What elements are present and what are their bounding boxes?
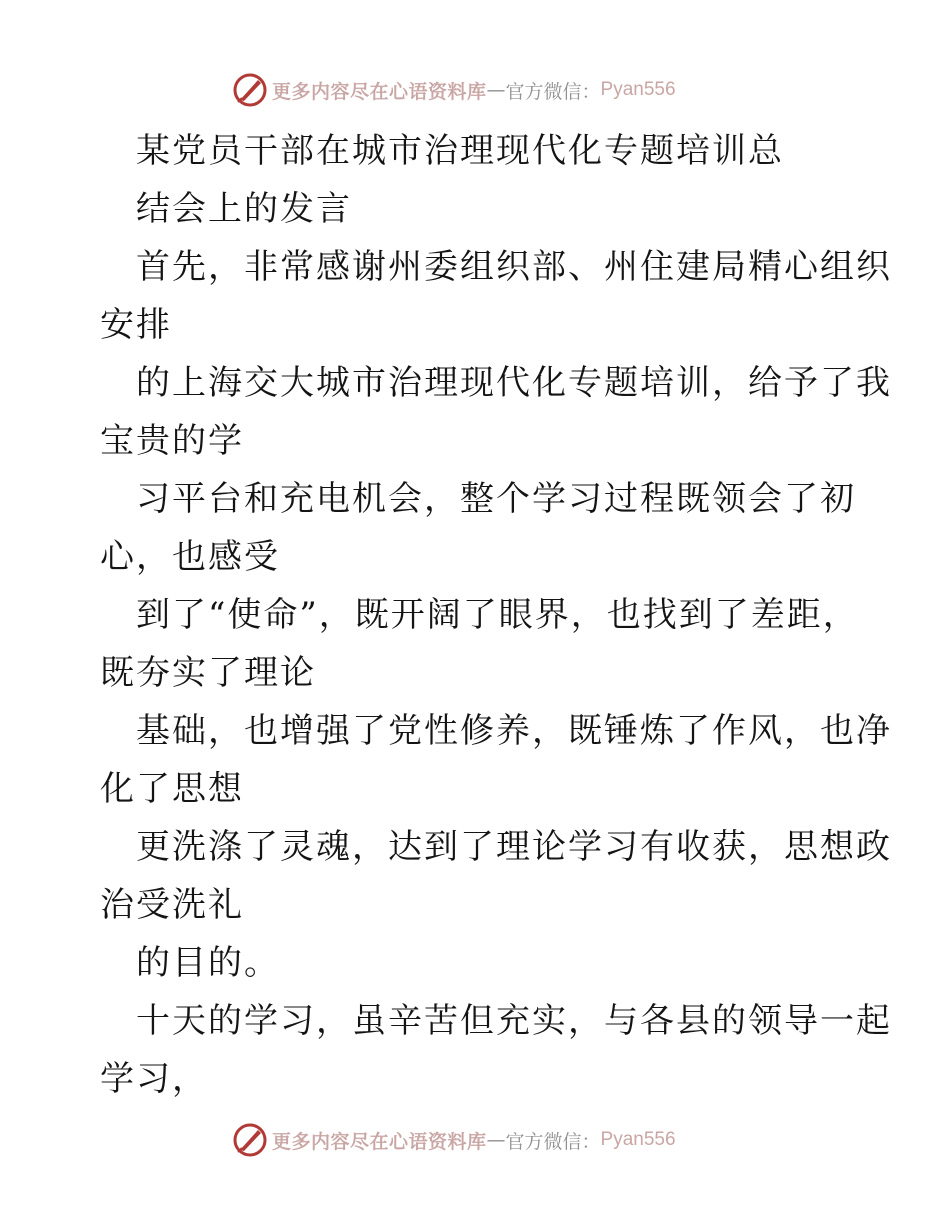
paragraph-line: 首先，非常感谢州委组织部、州住建局精心组织: [136, 247, 892, 287]
paragraph-line: 十天的学习，虽辛苦但充实，与各县的领导一起: [136, 1001, 892, 1041]
footer-wechat-id: Pyan556: [600, 1129, 676, 1150]
document-body: [100, 122, 892, 1108]
paragraph-line: 宝贵的学: [100, 421, 244, 461]
quill-logo-icon: [232, 1122, 268, 1158]
quill-logo-icon: [232, 72, 268, 108]
paragraph-line: 心，也感受: [100, 537, 280, 577]
footer-wechat-label: 官方微信：: [505, 1130, 601, 1153]
document-title-line-1: 某党员干部在城市治理现代化专题培训总: [136, 131, 784, 171]
paragraph-line: 安排: [100, 305, 172, 345]
header-wechat-label: 官方微信：: [505, 80, 601, 103]
paragraph-line: 既夯实了理论: [100, 653, 316, 693]
paragraph-line: 习平台和充电机会，整个学习过程既领会了初: [136, 479, 856, 519]
paragraph-line: 基础，也增强了党性修养，既锤炼了作风，也净: [136, 711, 892, 751]
header-brand-text: 更多内容尽在心语资料库: [272, 80, 487, 103]
paragraph-line: 更洗涤了灵魂，达到了理论学习有收获，思想政: [136, 827, 892, 867]
paragraph-line: 到了“使命”，既开阔了眼界，也找到了差距，: [136, 595, 859, 635]
paragraph-line: 化了思想: [100, 769, 244, 809]
footer-banner: [232, 1122, 676, 1158]
document-title-line-2: 结会上的发言: [136, 189, 352, 229]
paragraph-line: 的上海交大城市治理现代化专题培训，给予了我: [136, 363, 892, 403]
paragraph-line: 治受洗礼: [100, 885, 244, 925]
header-dash: —: [486, 79, 506, 101]
header-banner: [232, 72, 676, 108]
footer-dash: —: [486, 1129, 506, 1151]
header-wechat-id: Pyan556: [600, 79, 676, 100]
paragraph-line: 学习，: [100, 1059, 208, 1099]
paragraph-line: 的目的。: [136, 943, 280, 983]
footer-brand-text: 更多内容尽在心语资料库: [272, 1130, 487, 1153]
